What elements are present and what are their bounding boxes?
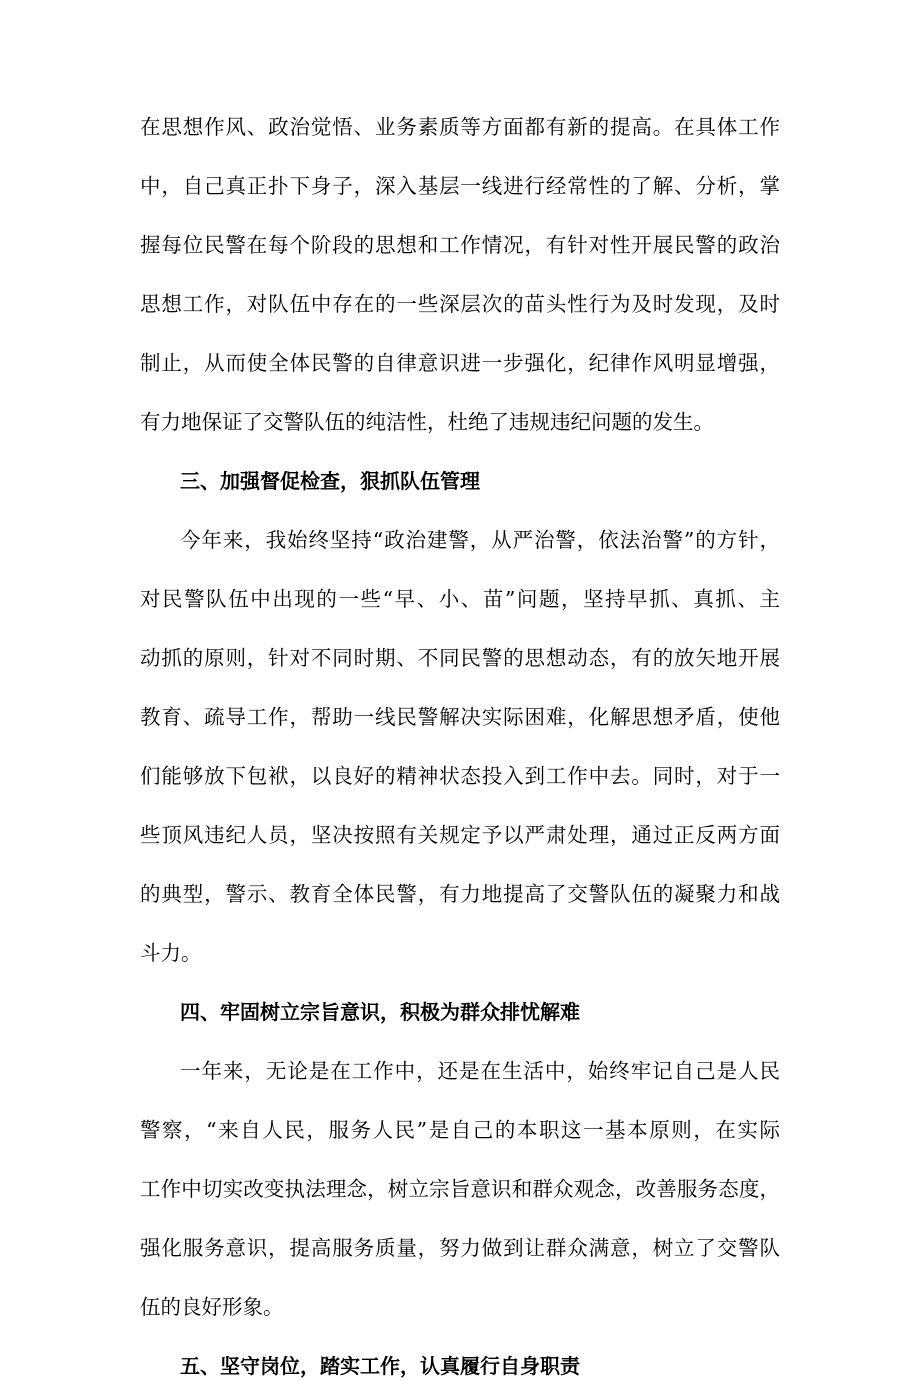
section-heading-3: 三、加强督促检查，狠抓队伍管理 — [180, 469, 480, 493]
paragraph-line: 强化服务意识，提高服务质量，努力做到让群众满意，树立了交警队 — [140, 1236, 780, 1260]
paragraph-line: 伍的良好形象。 — [140, 1295, 284, 1319]
paragraph-line: 思想工作，对队伍中存在的一些深层次的苗头性行为及时发现，及时 — [140, 292, 780, 316]
paragraph-line: 对民警队伍中出现的一些“早、小、苗”问题，坚持早抓、真抓、主 — [140, 587, 780, 611]
paragraph-line: 们能够放下包袱，以良好的精神状态投入到工作中去。同时，对于一 — [140, 764, 780, 788]
section-heading-5: 五、坚守岗位，踏实工作，认真履行自身职责 — [180, 1354, 580, 1378]
section-heading-4: 四、牢固树立宗旨意识，积极为群众排忧解难 — [180, 1000, 580, 1024]
paragraph-line: 中，自己真正扑下身子，深入基层一线进行经常性的了解、分析，掌 — [140, 174, 780, 198]
paragraph-line: 动抓的原则，针对不同时期、不同民警的思想动态，有的放矢地开展 — [140, 646, 780, 670]
paragraph-line: 些顶风违纪人员，坚决按照有关规定予以严肃处理，通过正反两方面 — [140, 823, 780, 847]
paragraph-line: 警察，“来自人民，服务人民”是自己的本职这一基本原则，在实际 — [140, 1118, 780, 1142]
paragraph-line: 制止，从而使全体民警的自律意识进一步强化，纪律作风明显增强， — [140, 351, 780, 375]
paragraph-line: 工作中切实改变执法理念，树立宗旨意识和群众观念，改善服务态度， — [140, 1177, 780, 1201]
paragraph-line: 在思想作风、政治觉悟、业务素质等方面都有新的提高。在具体工作 — [140, 115, 780, 139]
paragraph-line: 教育、疏导工作，帮助一线民警解决实际困难，化解思想矛盾，使他 — [140, 705, 780, 729]
paragraph-line: 握每位民警在每个阶段的思想和工作情况，有针对性开展民警的政治 — [140, 233, 780, 257]
paragraph-line: 有力地保证了交警队伍的纯洁性，杜绝了违规违纪问题的发生。 — [140, 410, 714, 434]
paragraph-line: 今年来，我始终坚持“政治建警，从严治警，依法治警”的方针， — [180, 528, 780, 552]
paragraph-line: 的典型，警示、教育全体民警，有力地提高了交警队伍的凝聚力和战 — [140, 882, 780, 906]
paragraph-line: 斗力。 — [140, 941, 202, 965]
paragraph-line: 一年来，无论是在工作中，还是在生活中，始终牢记自己是人民 — [180, 1059, 780, 1083]
